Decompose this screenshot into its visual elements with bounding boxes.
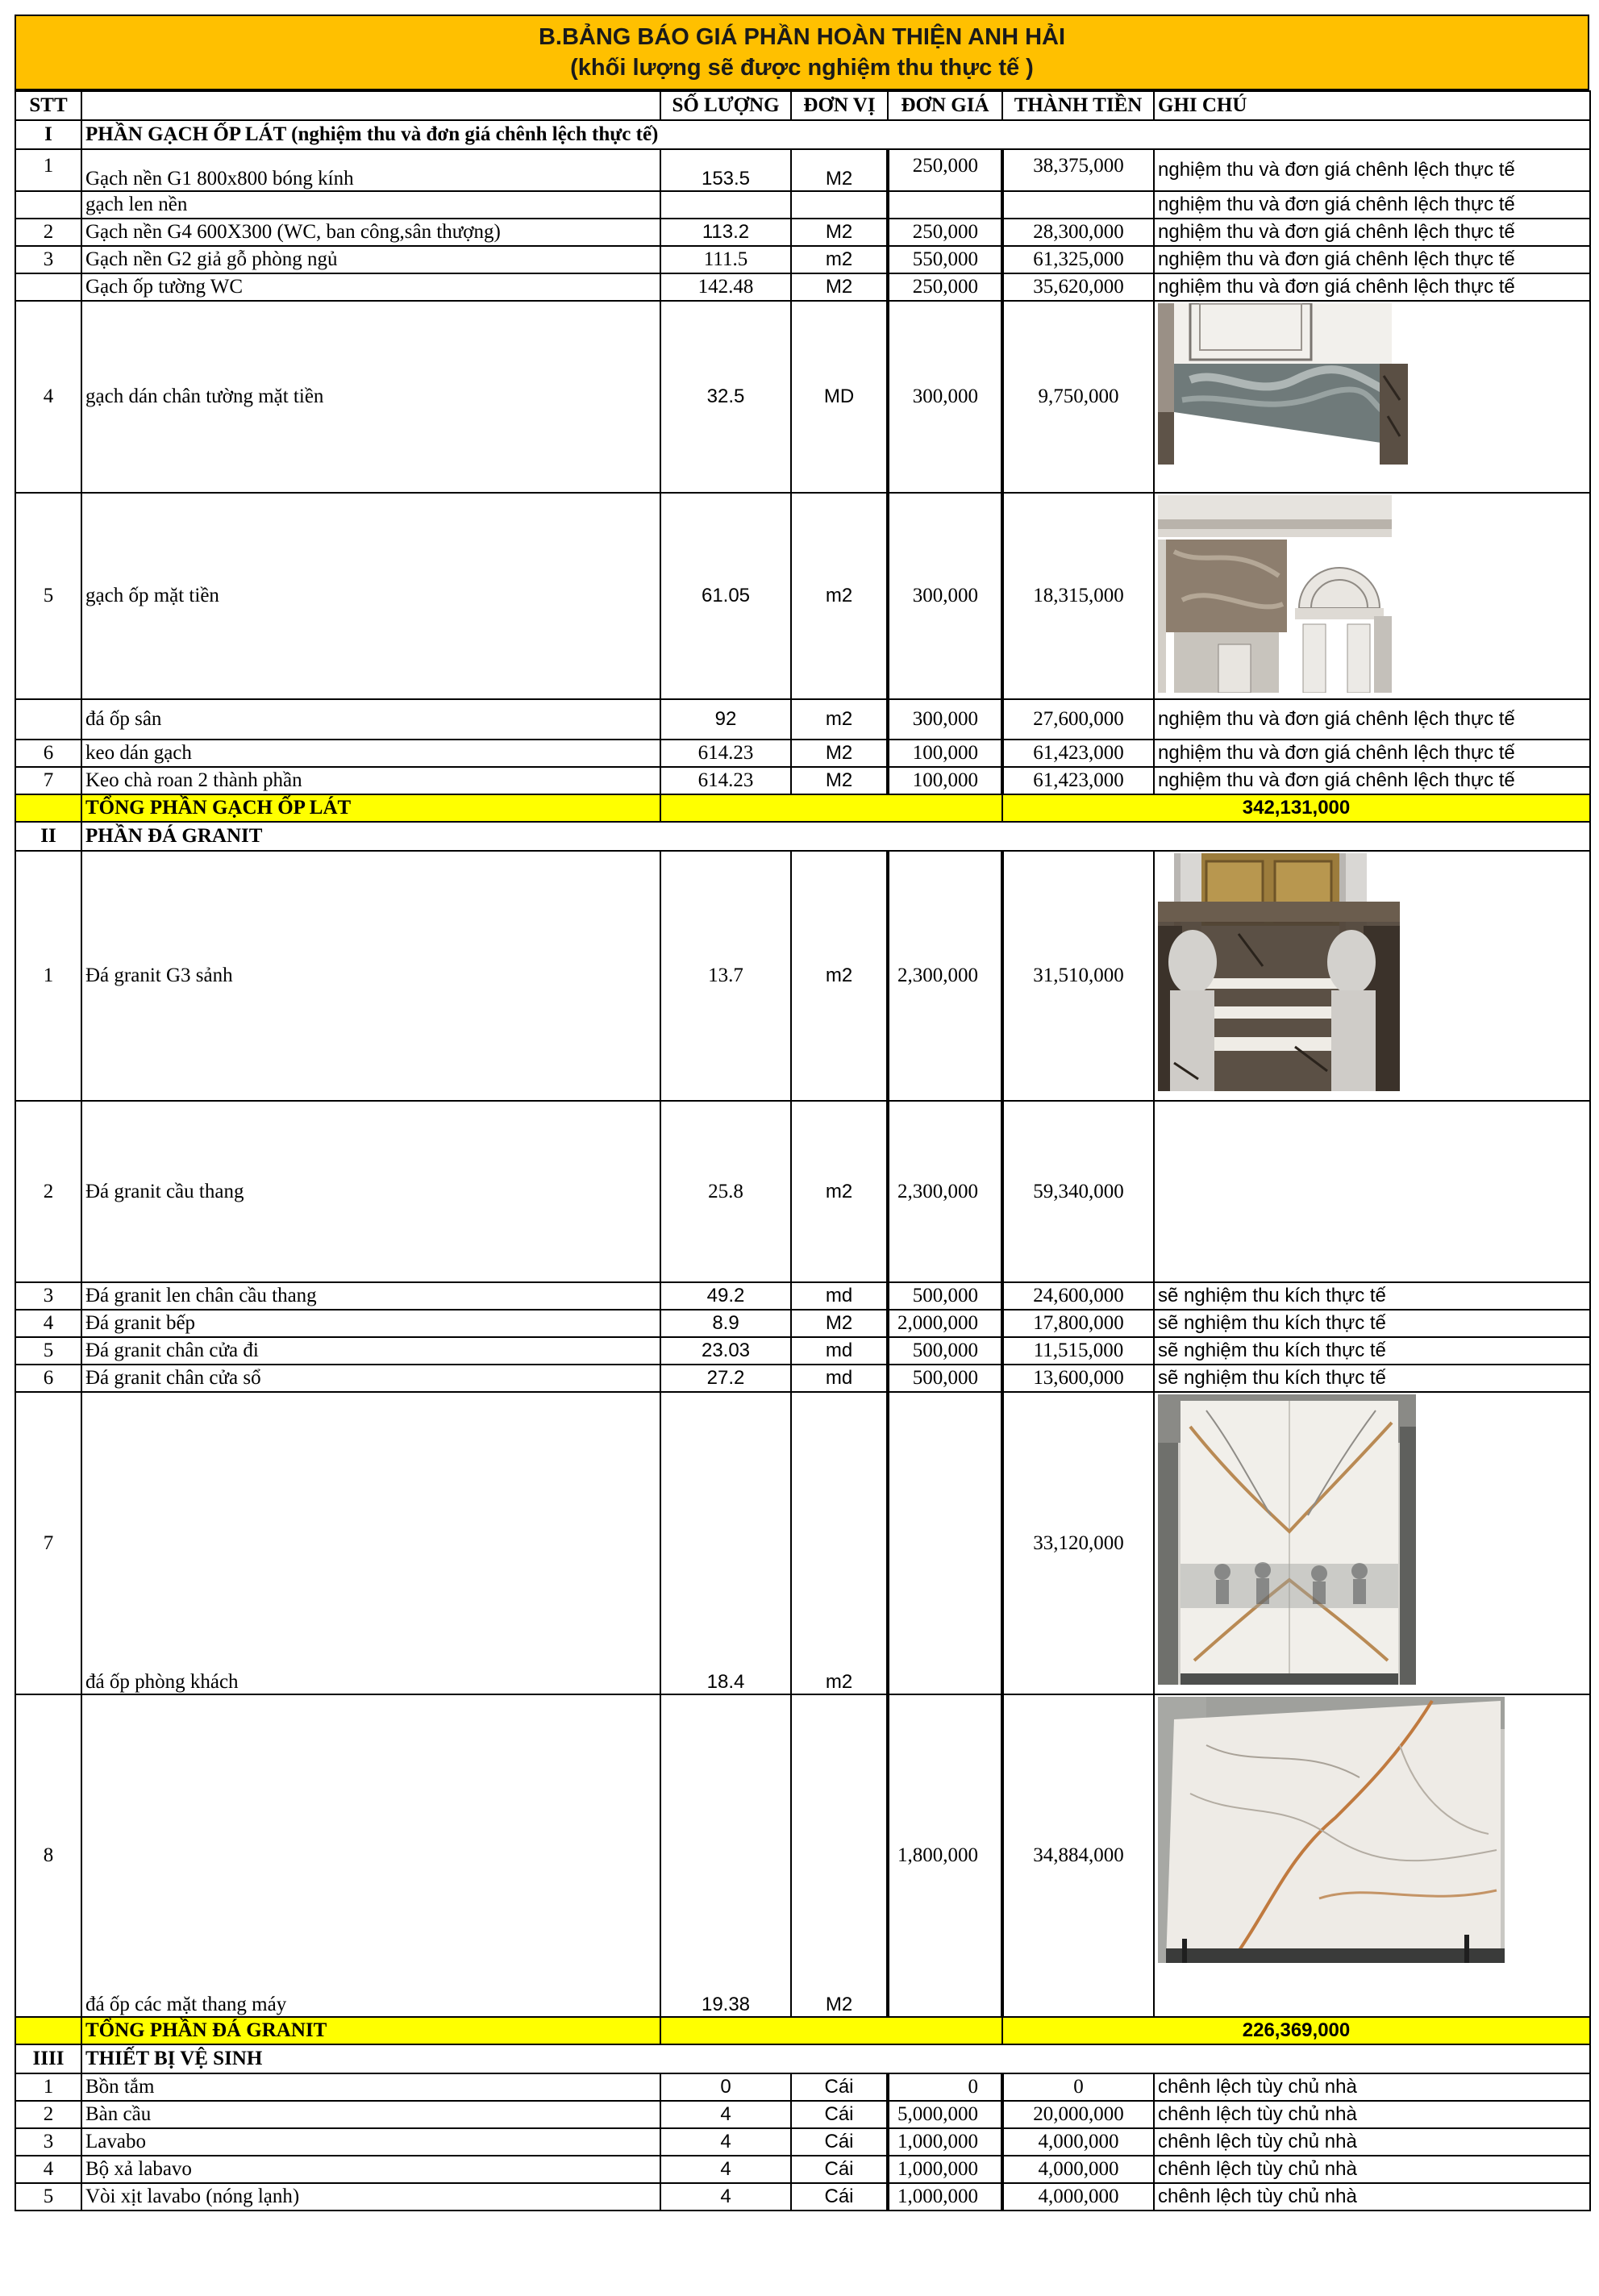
row-item-name: gạch len nền <box>81 191 660 219</box>
row-unit: m2 <box>791 1101 888 1282</box>
row-unit: Cái <box>791 2101 888 2128</box>
row-line-total: 38,375,000 <box>1002 149 1154 191</box>
row-note: nghiệm thu và đơn giá chênh lệch thực tế <box>1154 219 1590 246</box>
row-stt: 5 <box>15 493 81 699</box>
row-stt: 1 <box>15 2073 81 2101</box>
row-note: nghiệm thu và đơn giá chênh lệch thực tế <box>1154 767 1590 794</box>
row-unit: M2 <box>791 149 888 191</box>
row-note: chênh lệch tùy chủ nhà <box>1154 2128 1590 2156</box>
row-unit-price: 100,000 <box>888 767 1002 794</box>
row-note: nghiệm thu và đơn giá chênh lệch thực tế <box>1154 246 1590 273</box>
subtotal-label: TỔNG PHẦN GẠCH ỐP LÁT <box>81 794 660 822</box>
row-unit: MD <box>791 301 888 493</box>
row-stt: 2 <box>15 1101 81 1282</box>
row-note: nghiệm thu và đơn giá chênh lệch thực tế <box>1154 273 1590 301</box>
row-item-name: Bàn cầu <box>81 2101 660 2128</box>
row-note: nghiệm thu và đơn giá chênh lệch thực tế <box>1154 740 1590 767</box>
table-row <box>15 1365 1590 1392</box>
row-note <box>1154 1392 1590 1694</box>
row-quantity: 113.2 <box>660 219 791 246</box>
table-row <box>15 1694 1590 2017</box>
row-unit-price: 300,000 <box>888 493 1002 699</box>
row-unit: M2 <box>791 767 888 794</box>
row-stt: 6 <box>15 1365 81 1392</box>
row-note <box>1154 493 1590 699</box>
row-item-name: Keo chà roan 2 thành phần <box>81 767 660 794</box>
row-item-name: đá ốp sân <box>81 699 660 740</box>
table-row <box>15 699 1590 740</box>
table-row <box>15 851 1590 1101</box>
row-unit: Cái <box>791 2128 888 2156</box>
row-item-name: Bồn tắm <box>81 2073 660 2101</box>
row-line-total: 61,325,000 <box>1002 246 1154 273</box>
row-unit: m2 <box>791 493 888 699</box>
row-quantity: 4 <box>660 2128 791 2156</box>
row-line-total <box>1002 191 1154 219</box>
table-row <box>15 191 1590 219</box>
row-item-name: Đá granit chân cửa đi <box>81 1337 660 1365</box>
table-row <box>15 493 1590 699</box>
row-item-name: Đá granit len chân cầu thang <box>81 1282 660 1310</box>
row-stt <box>15 273 81 301</box>
bookmatched-marble-image <box>1158 1394 1416 1685</box>
table-row <box>15 2073 1590 2101</box>
row-unit: M2 <box>791 1694 888 2017</box>
section-number: II <box>15 822 81 851</box>
table-row <box>15 767 1590 794</box>
row-stt: 3 <box>15 246 81 273</box>
row-unit-price <box>888 1392 1002 1694</box>
subtotal-gap <box>660 794 1002 822</box>
row-item-name: Đá granit G3 sảnh <box>81 851 660 1101</box>
quotation-table <box>15 90 1591 2211</box>
row-note <box>1154 851 1590 1101</box>
row-quantity: 4 <box>660 2101 791 2128</box>
row-unit: Cái <box>791 2073 888 2101</box>
row-quantity <box>660 191 791 219</box>
row-quantity: 153.5 <box>660 149 791 191</box>
row-item-name: Gạch nền G2 giả gỗ phòng ngủ <box>81 246 660 273</box>
row-note: nghiệm thu và đơn giá chênh lệch thực tế <box>1154 699 1590 740</box>
row-unit-price: 500,000 <box>888 1282 1002 1310</box>
header-total: THÀNH TIỀN <box>1002 91 1154 120</box>
row-unit: M2 <box>791 219 888 246</box>
header-unit: ĐƠN VỊ <box>791 91 888 120</box>
row-quantity: 0 <box>660 2073 791 2101</box>
title-line-2: (khối lượng sẽ được nghiệm thu thực tế ) <box>570 55 1034 81</box>
row-note: chênh lệch tùy chủ nhà <box>1154 2183 1590 2211</box>
row-unit-price: 500,000 <box>888 1365 1002 1392</box>
table-row <box>15 2156 1590 2183</box>
row-stt: 4 <box>15 1310 81 1337</box>
row-unit-price: 300,000 <box>888 301 1002 493</box>
row-note: sẽ nghiệm thu kích thực tế <box>1154 1310 1590 1337</box>
row-unit: M2 <box>791 273 888 301</box>
table-row <box>15 2101 1590 2128</box>
row-note: chênh lệch tùy chủ nhà <box>1154 2073 1590 2101</box>
section-number: I <box>15 120 81 149</box>
row-unit-price <box>888 191 1002 219</box>
row-unit-price: 1,000,000 <box>888 2183 1002 2211</box>
row-quantity: 13.7 <box>660 851 791 1101</box>
row-unit-price: 250,000 <box>888 219 1002 246</box>
section-number: IIII <box>15 2044 81 2073</box>
row-line-total: 33,120,000 <box>1002 1392 1154 1694</box>
row-unit: md <box>791 1365 888 1392</box>
subtotal-row <box>15 794 1590 822</box>
header-note: GHI CHÚ <box>1154 91 1590 120</box>
row-item-name: gạch dán chân tường mặt tiền <box>81 301 660 493</box>
row-quantity: 8.9 <box>660 1310 791 1337</box>
table-row <box>15 2128 1590 2156</box>
row-unit: Cái <box>791 2156 888 2183</box>
row-unit-price: 550,000 <box>888 246 1002 273</box>
row-stt: 8 <box>15 1694 81 2017</box>
section-title: PHẦN ĐÁ GRANIT <box>81 822 1590 851</box>
row-stt: 1 <box>15 851 81 1101</box>
row-line-total: 61,423,000 <box>1002 767 1154 794</box>
row-item-name: Gạch nền G1 800x800 bóng kính <box>81 149 660 191</box>
row-line-total: 4,000,000 <box>1002 2128 1154 2156</box>
row-line-total: 31,510,000 <box>1002 851 1154 1101</box>
header-stt: STT <box>15 91 81 120</box>
table-row <box>15 1392 1590 1694</box>
row-quantity: 19.38 <box>660 1694 791 2017</box>
row-stt: 6 <box>15 740 81 767</box>
row-unit-price: 2,300,000 <box>888 1101 1002 1282</box>
row-item-name: Gạch ốp tường WC <box>81 273 660 301</box>
table-row <box>15 246 1590 273</box>
section-header-row <box>15 120 1590 149</box>
row-item-name: keo dán gạch <box>81 740 660 767</box>
row-unit-price: 1,800,000 <box>888 1694 1002 2017</box>
row-unit <box>791 191 888 219</box>
header-name <box>81 91 660 120</box>
row-note: chênh lệch tùy chủ nhà <box>1154 2156 1590 2183</box>
subtotal-label: TỔNG PHẦN ĐÁ GRANIT <box>81 2017 660 2044</box>
row-stt: 4 <box>15 301 81 493</box>
row-unit: Cái <box>791 2183 888 2211</box>
row-item-name: Vòi xịt lavabo (nóng lạnh) <box>81 2183 660 2211</box>
facade-base-tile-image <box>1158 303 1408 465</box>
row-unit: m2 <box>791 699 888 740</box>
subtotal-spacer <box>15 2017 81 2044</box>
row-stt <box>15 191 81 219</box>
row-item-name: Đá granit cầu thang <box>81 1101 660 1282</box>
marble-slab-image <box>1158 1697 1505 1963</box>
row-quantity: 92 <box>660 699 791 740</box>
row-unit-price: 2,300,000 <box>888 851 1002 1101</box>
row-stt: 2 <box>15 219 81 246</box>
row-line-total: 13,600,000 <box>1002 1365 1154 1392</box>
row-stt <box>15 699 81 740</box>
table-row <box>15 1282 1590 1310</box>
row-stt: 7 <box>15 1392 81 1694</box>
row-item-name: gạch ốp mặt tiền <box>81 493 660 699</box>
row-stt: 2 <box>15 2101 81 2128</box>
row-line-total: 61,423,000 <box>1002 740 1154 767</box>
row-unit-price: 250,000 <box>888 273 1002 301</box>
row-unit-price: 1,000,000 <box>888 2156 1002 2183</box>
row-unit: m2 <box>791 1392 888 1694</box>
row-line-total: 27,600,000 <box>1002 699 1154 740</box>
row-item-name: Lavabo <box>81 2128 660 2156</box>
subtotal-gap <box>660 2017 1002 2044</box>
facade-column-image <box>1158 495 1392 693</box>
header-qty: SỐ LƯỢNG <box>660 91 791 120</box>
row-line-total: 28,300,000 <box>1002 219 1154 246</box>
row-unit: M2 <box>791 740 888 767</box>
row-note: chênh lệch tùy chủ nhà <box>1154 2101 1590 2128</box>
row-note: sẽ nghiệm thu kích thực tế <box>1154 1282 1590 1310</box>
row-quantity: 61.05 <box>660 493 791 699</box>
row-quantity: 142.48 <box>660 273 791 301</box>
row-line-total: 24,600,000 <box>1002 1282 1154 1310</box>
row-unit: m2 <box>791 246 888 273</box>
row-item-name: Gạch nền G4 600X300 (WC, ban công,sân thượng) <box>81 219 660 246</box>
header-price: ĐƠN GIÁ <box>888 91 1002 120</box>
row-line-total: 4,000,000 <box>1002 2156 1154 2183</box>
row-unit: md <box>791 1337 888 1365</box>
table-row <box>15 740 1590 767</box>
section-title: THIẾT BỊ VỆ SINH <box>81 2044 1590 2073</box>
row-unit-price: 1,000,000 <box>888 2128 1002 2156</box>
section-header-row <box>15 2044 1590 2073</box>
row-quantity: 49.2 <box>660 1282 791 1310</box>
row-quantity: 23.03 <box>660 1337 791 1365</box>
row-unit: md <box>791 1282 888 1310</box>
subtotal-value: 342,131,000 <box>1002 794 1590 822</box>
table-body <box>15 91 1590 2211</box>
granite-lobby-steps-image <box>1158 853 1400 1091</box>
row-item-name: đá ốp các mặt thang máy <box>81 1694 660 2017</box>
row-note: sẽ nghiệm thu kích thực tế <box>1154 1337 1590 1365</box>
row-quantity: 27.2 <box>660 1365 791 1392</box>
title-banner <box>15 15 1589 90</box>
row-line-total: 17,800,000 <box>1002 1310 1154 1337</box>
row-item-name: Bộ xả labavo <box>81 2156 660 2183</box>
row-quantity: 4 <box>660 2156 791 2183</box>
row-line-total: 20,000,000 <box>1002 2101 1154 2128</box>
title-line-1: B.BẢNG BÁO GIÁ PHẦN HOÀN THIỆN ANH HẢI <box>538 24 1066 50</box>
table-row <box>15 1337 1590 1365</box>
row-line-total: 11,515,000 <box>1002 1337 1154 1365</box>
header-row <box>15 91 1590 120</box>
row-quantity: 111.5 <box>660 246 791 273</box>
row-item-name: đá ốp phòng khách <box>81 1392 660 1694</box>
row-unit-price: 2,000,000 <box>888 1310 1002 1337</box>
table-row <box>15 149 1590 191</box>
row-note <box>1154 1101 1590 1282</box>
table-row <box>15 2183 1590 2211</box>
section-header-row <box>15 822 1590 851</box>
row-note <box>1154 301 1590 493</box>
row-line-total: 35,620,000 <box>1002 273 1154 301</box>
row-line-total: 18,315,000 <box>1002 493 1154 699</box>
row-line-total: 0 <box>1002 2073 1154 2101</box>
table-row <box>15 1310 1590 1337</box>
row-unit-price: 250,000 <box>888 149 1002 191</box>
quotation-sheet <box>15 15 1589 2211</box>
row-stt: 1 <box>15 149 81 191</box>
row-line-total: 4,000,000 <box>1002 2183 1154 2211</box>
row-note: sẽ nghiệm thu kích thực tế <box>1154 1365 1590 1392</box>
row-quantity: 4 <box>660 2183 791 2211</box>
table-row <box>15 301 1590 493</box>
row-line-total: 59,340,000 <box>1002 1101 1154 1282</box>
row-stt: 4 <box>15 2156 81 2183</box>
table-row <box>15 219 1590 246</box>
row-unit-price: 300,000 <box>888 699 1002 740</box>
row-unit-price: 5,000,000 <box>888 2101 1002 2128</box>
row-stt: 5 <box>15 1337 81 1365</box>
subtotal-value: 226,369,000 <box>1002 2017 1590 2044</box>
row-note <box>1154 1694 1590 2017</box>
row-line-total: 9,750,000 <box>1002 301 1154 493</box>
row-stt: 3 <box>15 1282 81 1310</box>
section-title: PHẦN GẠCH ỐP LÁT (nghiệm thu và đơn giá chênh lệch thực tế) <box>81 120 1590 149</box>
row-quantity: 18.4 <box>660 1392 791 1694</box>
row-note: nghiệm thu và đơn giá chênh lệch thực tế <box>1154 191 1590 219</box>
table-row <box>15 273 1590 301</box>
row-quantity: 25.8 <box>660 1101 791 1282</box>
row-unit-price: 500,000 <box>888 1337 1002 1365</box>
row-stt: 3 <box>15 2128 81 2156</box>
row-quantity: 614.23 <box>660 767 791 794</box>
row-unit-price: 100,000 <box>888 740 1002 767</box>
row-unit: m2 <box>791 851 888 1101</box>
row-item-name: Đá granit bếp <box>81 1310 660 1337</box>
row-stt: 7 <box>15 767 81 794</box>
row-line-total: 34,884,000 <box>1002 1694 1154 2017</box>
subtotal-spacer <box>15 794 81 822</box>
row-unit: M2 <box>791 1310 888 1337</box>
row-unit-price: 0 <box>888 2073 1002 2101</box>
row-item-name: Đá granit chân cửa sổ <box>81 1365 660 1392</box>
table-row <box>15 1101 1590 1282</box>
subtotal-row <box>15 2017 1590 2044</box>
row-note: nghiệm thu và đơn giá chênh lệch thực tế <box>1154 149 1590 191</box>
row-quantity: 32.5 <box>660 301 791 493</box>
row-stt: 5 <box>15 2183 81 2211</box>
row-quantity: 614.23 <box>660 740 791 767</box>
